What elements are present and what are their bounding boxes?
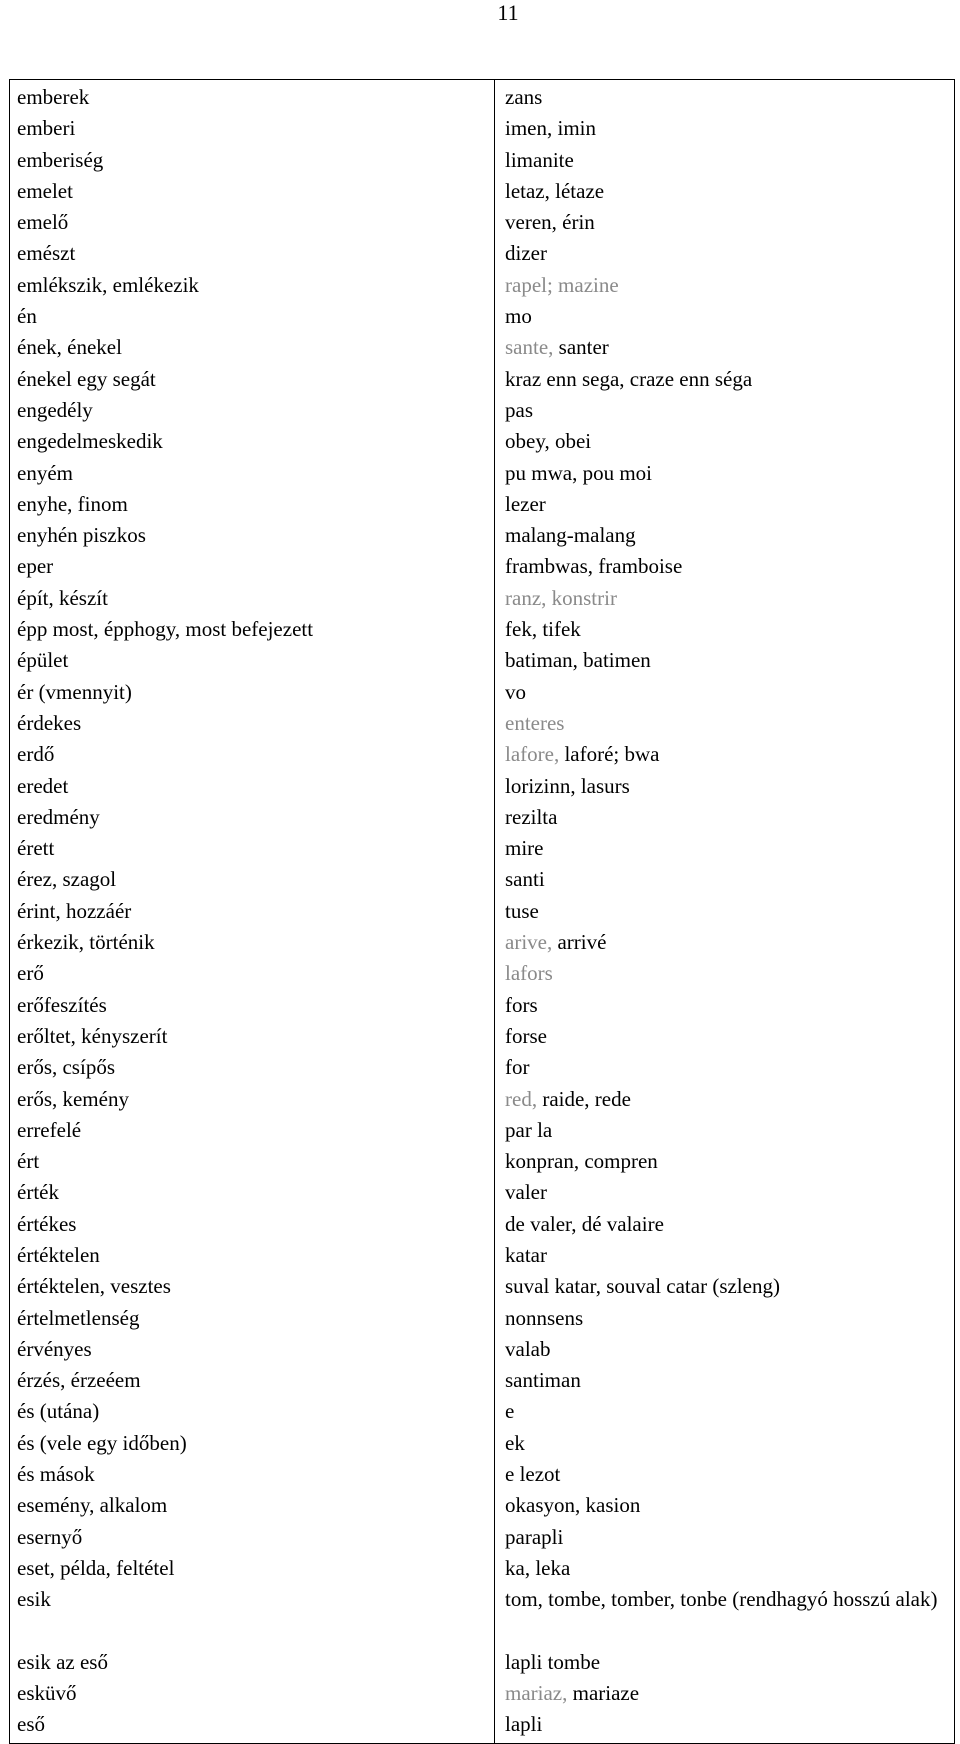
translation-segment: raide, rede bbox=[542, 1086, 631, 1111]
hungarian-term: erőltet, kényszerít bbox=[17, 1023, 168, 1048]
creole-translation bbox=[505, 677, 954, 708]
creole-translation bbox=[505, 958, 954, 989]
creole-translation bbox=[505, 990, 954, 1021]
hungarian-term: emelő bbox=[17, 210, 69, 235]
translation-segment: valab bbox=[505, 1336, 551, 1361]
hungarian-term: esküvő bbox=[17, 1681, 77, 1706]
translation-segment: par la bbox=[505, 1117, 553, 1142]
translation-segment: vo bbox=[505, 679, 526, 704]
creole-translation bbox=[505, 1240, 954, 1271]
translation-segment-grey: rapel; mazine bbox=[505, 272, 619, 297]
creole-translation bbox=[505, 1647, 954, 1678]
creole-translation bbox=[505, 176, 954, 207]
hungarian-term: ének, énekel bbox=[17, 335, 122, 360]
hungarian-term: és (utána) bbox=[17, 1399, 100, 1424]
hungarian-term: erős, kemény bbox=[17, 1086, 129, 1111]
page-number: 11 bbox=[497, 0, 519, 25]
creole-translation bbox=[505, 1584, 954, 1647]
translation-segment: nonnsens bbox=[505, 1305, 584, 1330]
hungarian-term: én bbox=[17, 304, 37, 329]
creole-translation bbox=[505, 1678, 954, 1709]
translation-segment: okasyon, kasion bbox=[505, 1493, 641, 1518]
creole-translation bbox=[505, 1271, 954, 1302]
hungarian-term: érvényes bbox=[17, 1336, 92, 1361]
translation-segment: arrivé bbox=[557, 930, 607, 955]
translation-segment: mariaze bbox=[572, 1681, 640, 1706]
translation-segment: e bbox=[505, 1399, 515, 1424]
creole-translation bbox=[505, 833, 954, 864]
translation-segment: lapli tombe bbox=[505, 1649, 601, 1674]
hungarian-term: eper bbox=[17, 554, 54, 579]
creole-translation bbox=[505, 1396, 954, 1427]
creole-translation bbox=[505, 927, 954, 958]
hungarian-term: érkezik, történik bbox=[17, 930, 155, 955]
creole-translation bbox=[505, 145, 954, 176]
translation-segment: fek, tifek bbox=[505, 617, 581, 642]
creole-column bbox=[495, 80, 955, 1744]
hungarian-term: engedély bbox=[17, 397, 93, 422]
creole-translation bbox=[505, 1522, 954, 1553]
creole-translation bbox=[505, 1334, 954, 1365]
translation-segment: laforé; bwa bbox=[564, 742, 660, 767]
hungarian-term: épület bbox=[17, 648, 69, 673]
translation-segment-grey: red, bbox=[505, 1086, 543, 1111]
translation-segment: de valer, dé valaire bbox=[505, 1211, 664, 1236]
translation-segment: katar bbox=[505, 1242, 547, 1267]
creole-translation bbox=[505, 896, 954, 927]
hungarian-term: érint, hozzáér bbox=[17, 898, 132, 923]
hungarian-term: enyhén piszkos bbox=[17, 523, 146, 548]
hungarian-term: értelmetlenség bbox=[17, 1305, 140, 1330]
hungarian-term: ér (vmennyit) bbox=[17, 679, 132, 704]
hungarian-term: enyhe, finom bbox=[17, 491, 128, 516]
creole-translation bbox=[505, 802, 954, 833]
creole-translation bbox=[505, 82, 954, 113]
creole-translation bbox=[505, 1084, 954, 1115]
creole-translation bbox=[505, 551, 954, 582]
hungarian-term: épp most, épphogy, most befejezett bbox=[17, 617, 314, 642]
translation-segment: for bbox=[505, 1055, 530, 1080]
translation-segment: letaz, létaze bbox=[505, 178, 605, 203]
translation-segment: lorizinn, lasurs bbox=[505, 773, 630, 798]
hungarian-term: esemény, alkalom bbox=[17, 1493, 168, 1518]
hungarian-term: értéktelen, vesztes bbox=[17, 1274, 171, 1299]
hungarian-term: épít, készít bbox=[17, 585, 108, 610]
creole-translation bbox=[505, 1021, 954, 1052]
hungarian-term: emelet bbox=[17, 178, 73, 203]
hungarian-term: érez, szagol bbox=[17, 867, 117, 892]
creole-translation bbox=[505, 1428, 954, 1459]
creole-translation bbox=[505, 1115, 954, 1146]
hungarian-term: és (vele egy időben) bbox=[17, 1430, 187, 1455]
hungarian-term: esik az eső bbox=[17, 1649, 108, 1674]
hungarian-term: errefelé bbox=[17, 1117, 82, 1142]
hungarian-term: erőfeszítés bbox=[17, 992, 107, 1017]
hungarian-term: eredmény bbox=[17, 804, 100, 829]
creole-translation bbox=[505, 1459, 954, 1490]
creole-translation bbox=[505, 113, 954, 144]
hungarian-term: eset, példa, feltétel bbox=[17, 1555, 175, 1580]
creole-translation bbox=[505, 1490, 954, 1521]
creole-translation bbox=[505, 739, 954, 770]
translation-segment-grey: enteres bbox=[505, 710, 565, 735]
translation-segment: malang-malang bbox=[505, 523, 636, 548]
translation-segment-grey: mariaz, bbox=[505, 1681, 573, 1706]
translation-segment-grey: lafors bbox=[505, 961, 553, 986]
hungarian-term: erdő bbox=[17, 742, 55, 767]
hungarian-term: engedelmeskedik bbox=[17, 429, 163, 454]
hungarian-term: érett bbox=[17, 836, 55, 861]
creole-translation bbox=[505, 238, 954, 269]
creole-translation bbox=[505, 332, 954, 363]
translation-segment-grey: sante, bbox=[505, 335, 559, 360]
creole-translation bbox=[505, 583, 954, 614]
translation-segment: veren, érin bbox=[505, 210, 595, 235]
translation-segment: ek bbox=[505, 1430, 525, 1455]
table-row bbox=[10, 80, 955, 1744]
translation-segment: lapli bbox=[505, 1712, 543, 1737]
creole-translation bbox=[505, 1146, 954, 1177]
translation-segment: pu mwa, pou moi bbox=[505, 460, 652, 485]
translation-segment: imen, imin bbox=[505, 116, 596, 141]
creole-translation bbox=[505, 1553, 954, 1584]
creole-translation bbox=[505, 614, 954, 645]
translation-segment: e lezot bbox=[505, 1462, 561, 1487]
translation-segment: parapli bbox=[505, 1524, 564, 1549]
creole-translation bbox=[505, 708, 954, 739]
translation-segment-grey: lafore, bbox=[505, 742, 565, 767]
translation-segment-grey: arive, bbox=[505, 930, 558, 955]
hungarian-term: eső bbox=[17, 1712, 45, 1737]
hungarian-term: enyém bbox=[17, 460, 73, 485]
creole-translation bbox=[505, 1209, 954, 1240]
hungarian-term: erő bbox=[17, 961, 44, 986]
creole-translation bbox=[505, 395, 954, 426]
hungarian-term: emlékszik, emlékezik bbox=[17, 272, 199, 297]
hungarian-term: emberiség bbox=[17, 147, 104, 172]
hungarian-term: értékes bbox=[17, 1211, 77, 1236]
translation-segment: valer bbox=[505, 1180, 547, 1205]
translation-segment: konpran, compren bbox=[505, 1149, 658, 1174]
hungarian-term: érdekes bbox=[17, 710, 82, 735]
translation-segment: kraz enn sega, craze enn séga bbox=[505, 366, 753, 391]
translation-segment: tuse bbox=[505, 898, 539, 923]
translation-segment: mo bbox=[505, 304, 532, 329]
hungarian-term: és mások bbox=[17, 1462, 95, 1487]
hungarian-term: érzés, érzeéem bbox=[17, 1368, 141, 1393]
hungarian-term: emberi bbox=[17, 116, 76, 141]
creole-translation bbox=[505, 489, 954, 520]
translation-segment: ka, leka bbox=[505, 1555, 571, 1580]
hungarian-term: énekel egy segát bbox=[17, 366, 156, 391]
hungarian-term: érték bbox=[17, 1180, 59, 1205]
translation-segment: tom, tombe, tomber, tonbe (rendhagyó hosszú alak) bbox=[505, 1587, 938, 1612]
creole-translation bbox=[505, 364, 954, 395]
creole-translation bbox=[505, 1303, 954, 1334]
creole-translation bbox=[505, 1052, 954, 1083]
translation-segment: suval katar, souval catar (szleng) bbox=[505, 1274, 780, 1299]
creole-translation bbox=[505, 1177, 954, 1208]
translation-segment: obey, obei bbox=[505, 429, 592, 454]
hungarian-term: emberek bbox=[17, 85, 90, 109]
translation-segment: limanite bbox=[505, 147, 574, 172]
creole-translation bbox=[505, 207, 954, 238]
creole-translation bbox=[505, 1709, 954, 1740]
creole-translation bbox=[505, 520, 954, 551]
creole-translation bbox=[505, 426, 954, 457]
translation-segment: fors bbox=[505, 992, 538, 1017]
translation-segment: zans bbox=[505, 85, 543, 109]
hungarian-term: ért bbox=[17, 1149, 40, 1174]
hungarian-term: emészt bbox=[17, 241, 76, 266]
creole-translation bbox=[505, 270, 954, 301]
translation-segment: rezilta bbox=[505, 804, 558, 829]
translation-segment: frambwas, framboise bbox=[505, 554, 683, 579]
hungarian-column bbox=[10, 80, 495, 1744]
creole-translation bbox=[505, 1365, 954, 1396]
translation-segment: pas bbox=[505, 397, 533, 422]
creole-translation bbox=[505, 771, 954, 802]
hungarian-term: értéktelen bbox=[17, 1242, 100, 1267]
hungarian-term: erős, csípős bbox=[17, 1055, 115, 1080]
translation-segment: mire bbox=[505, 836, 544, 861]
translation-segment: dizer bbox=[505, 241, 547, 266]
creole-translation bbox=[505, 864, 954, 895]
translation-segment: forse bbox=[505, 1023, 547, 1048]
vocabulary-table bbox=[9, 79, 955, 1744]
translation-segment: batiman, batimen bbox=[505, 648, 651, 673]
translation-segment: santi bbox=[505, 867, 545, 892]
translation-segment: lezer bbox=[505, 491, 546, 516]
hungarian-term: esik bbox=[17, 1587, 51, 1612]
translation-segment: santer bbox=[558, 335, 609, 360]
translation-segment-grey: ranz, konstrir bbox=[505, 585, 617, 610]
creole-translation bbox=[505, 458, 954, 489]
hungarian-term: eredet bbox=[17, 773, 69, 798]
hungarian-term: esernyő bbox=[17, 1524, 83, 1549]
translation-segment: santiman bbox=[505, 1368, 581, 1393]
creole-translation bbox=[505, 301, 954, 332]
creole-translation bbox=[505, 645, 954, 676]
